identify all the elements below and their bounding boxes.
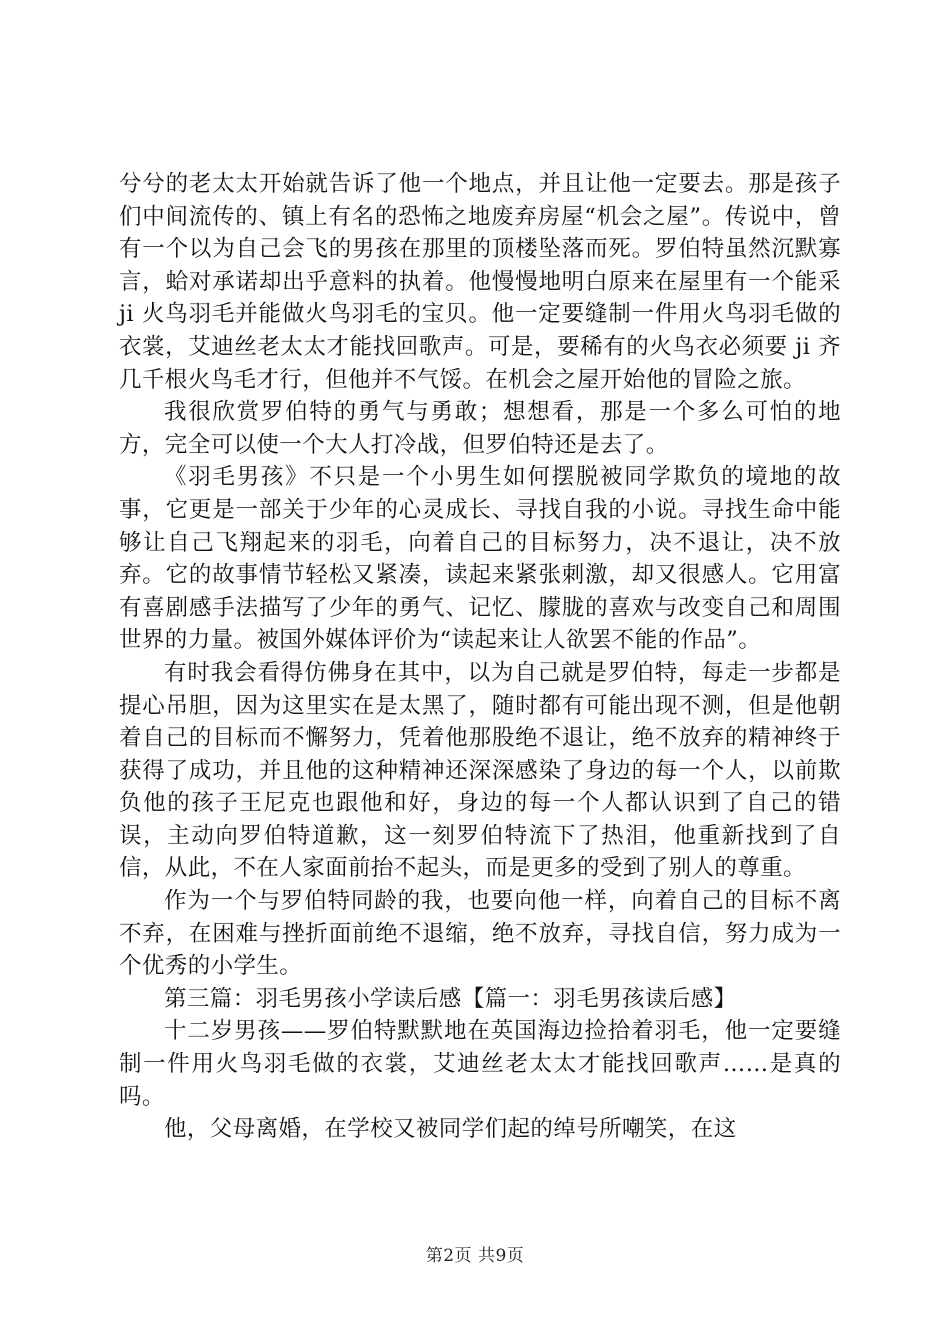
paragraph-conclusion: 作为一个与罗伯特同龄的我，也要向他一样，向着自己的目标不离不弃，在困难与挫折面前绝不退缩，绝不放弃，寻找自信，努力成为一个优秀的小学生。 (119, 888, 841, 980)
paragraph-section3-cont: 他，父母离婚，在学校又被同学们起的绰号所嘲笑，在这 (164, 1116, 737, 1143)
document-body (119, 168, 841, 1146)
paragraph-continued: 兮兮的老太太开始就告诉了他一个地点，并且让他一定要去。那是孩子们中间流传的、镇上有名的恐怖之地废弃房屋“机会之屋”。传说中，曾有一个以为自己会飞的男孩在那里的顶楼坠落而死。罗伯特虽然沉默寡言，蛤对承诺却出乎意料的执着。他慢慢地明白原来在屋里有一个能采 ji 火鸟羽毛并能做火鸟羽毛的宝贝。他一定要缝制一件用火鸟羽毛做的衣裳，艾迪丝老太太才能找回歌声。可是，要稀有的火鸟衣必须要 ji 齐几千根火鸟毛才行，但他并不气馁。在机会之屋开始他的冒险之旅。 (119, 171, 841, 393)
paragraph-book-summary: 《羽毛男孩》不只是一个小男生如何摆脱被同学欺负的境地的故事，它更是一部关于少年的心灵成长、寻找自我的小说。寻找生命中能够让自己飞翔起来的羽毛，向着自己的目标努力，决不退让，决不放弃。它的故事情节轻松又紧凑，读起来紧张刺激，却又很感人。它用富有喜剧感手法描写了少年的勇气、记忆、朦胧的喜欢与改变自己和周围世界的力量。被国外媒体评价为“读起来让人欲罢不能的作品”。 (119, 464, 841, 654)
page-number-label: 第2页 共9页 (425, 1246, 525, 1266)
section-heading: 第三篇：羽毛男孩小学读后感【篇一：羽毛男孩读后感】 (164, 985, 737, 1012)
paragraph-reflection: 有时我会看得仿佛身在其中，以为自己就是罗伯特，每走一步都是提心吊胆，因为这里实在是太黑了，随时都有可能出现不测，但是他朝着自己的目标而不懈努力，凭着他那股绝不退让，绝不放弃的精神终于获得了成功，并且他的这种精神还深深感染了身边的每一个人，以前欺负他的孩子王尼克也跟他和好，身边的每一个人都认识到了自己的错误，主动向罗伯特道歉，这一刻罗伯特流下了热泪，他重新找到了自信，从此，不在人家面前抬不起头，而是更多的受到了别人的尊重。 (119, 659, 841, 882)
paragraph-courage: 我很欣赏罗伯特的勇气与勇敢；想想看，那是一个多么可怕的地方，完全可以使一个大人打冷战，但罗伯特还是去了。 (119, 399, 841, 458)
page-footer (0, 1245, 950, 1267)
paragraph-section3-intro: 十二岁男孩——罗伯特默默地在英国海边捡拾着羽毛，他一定要缝制一件用火鸟羽毛做的衣裳，艾迪丝老太太才能找回歌声……是真的吗。 (119, 1018, 841, 1110)
